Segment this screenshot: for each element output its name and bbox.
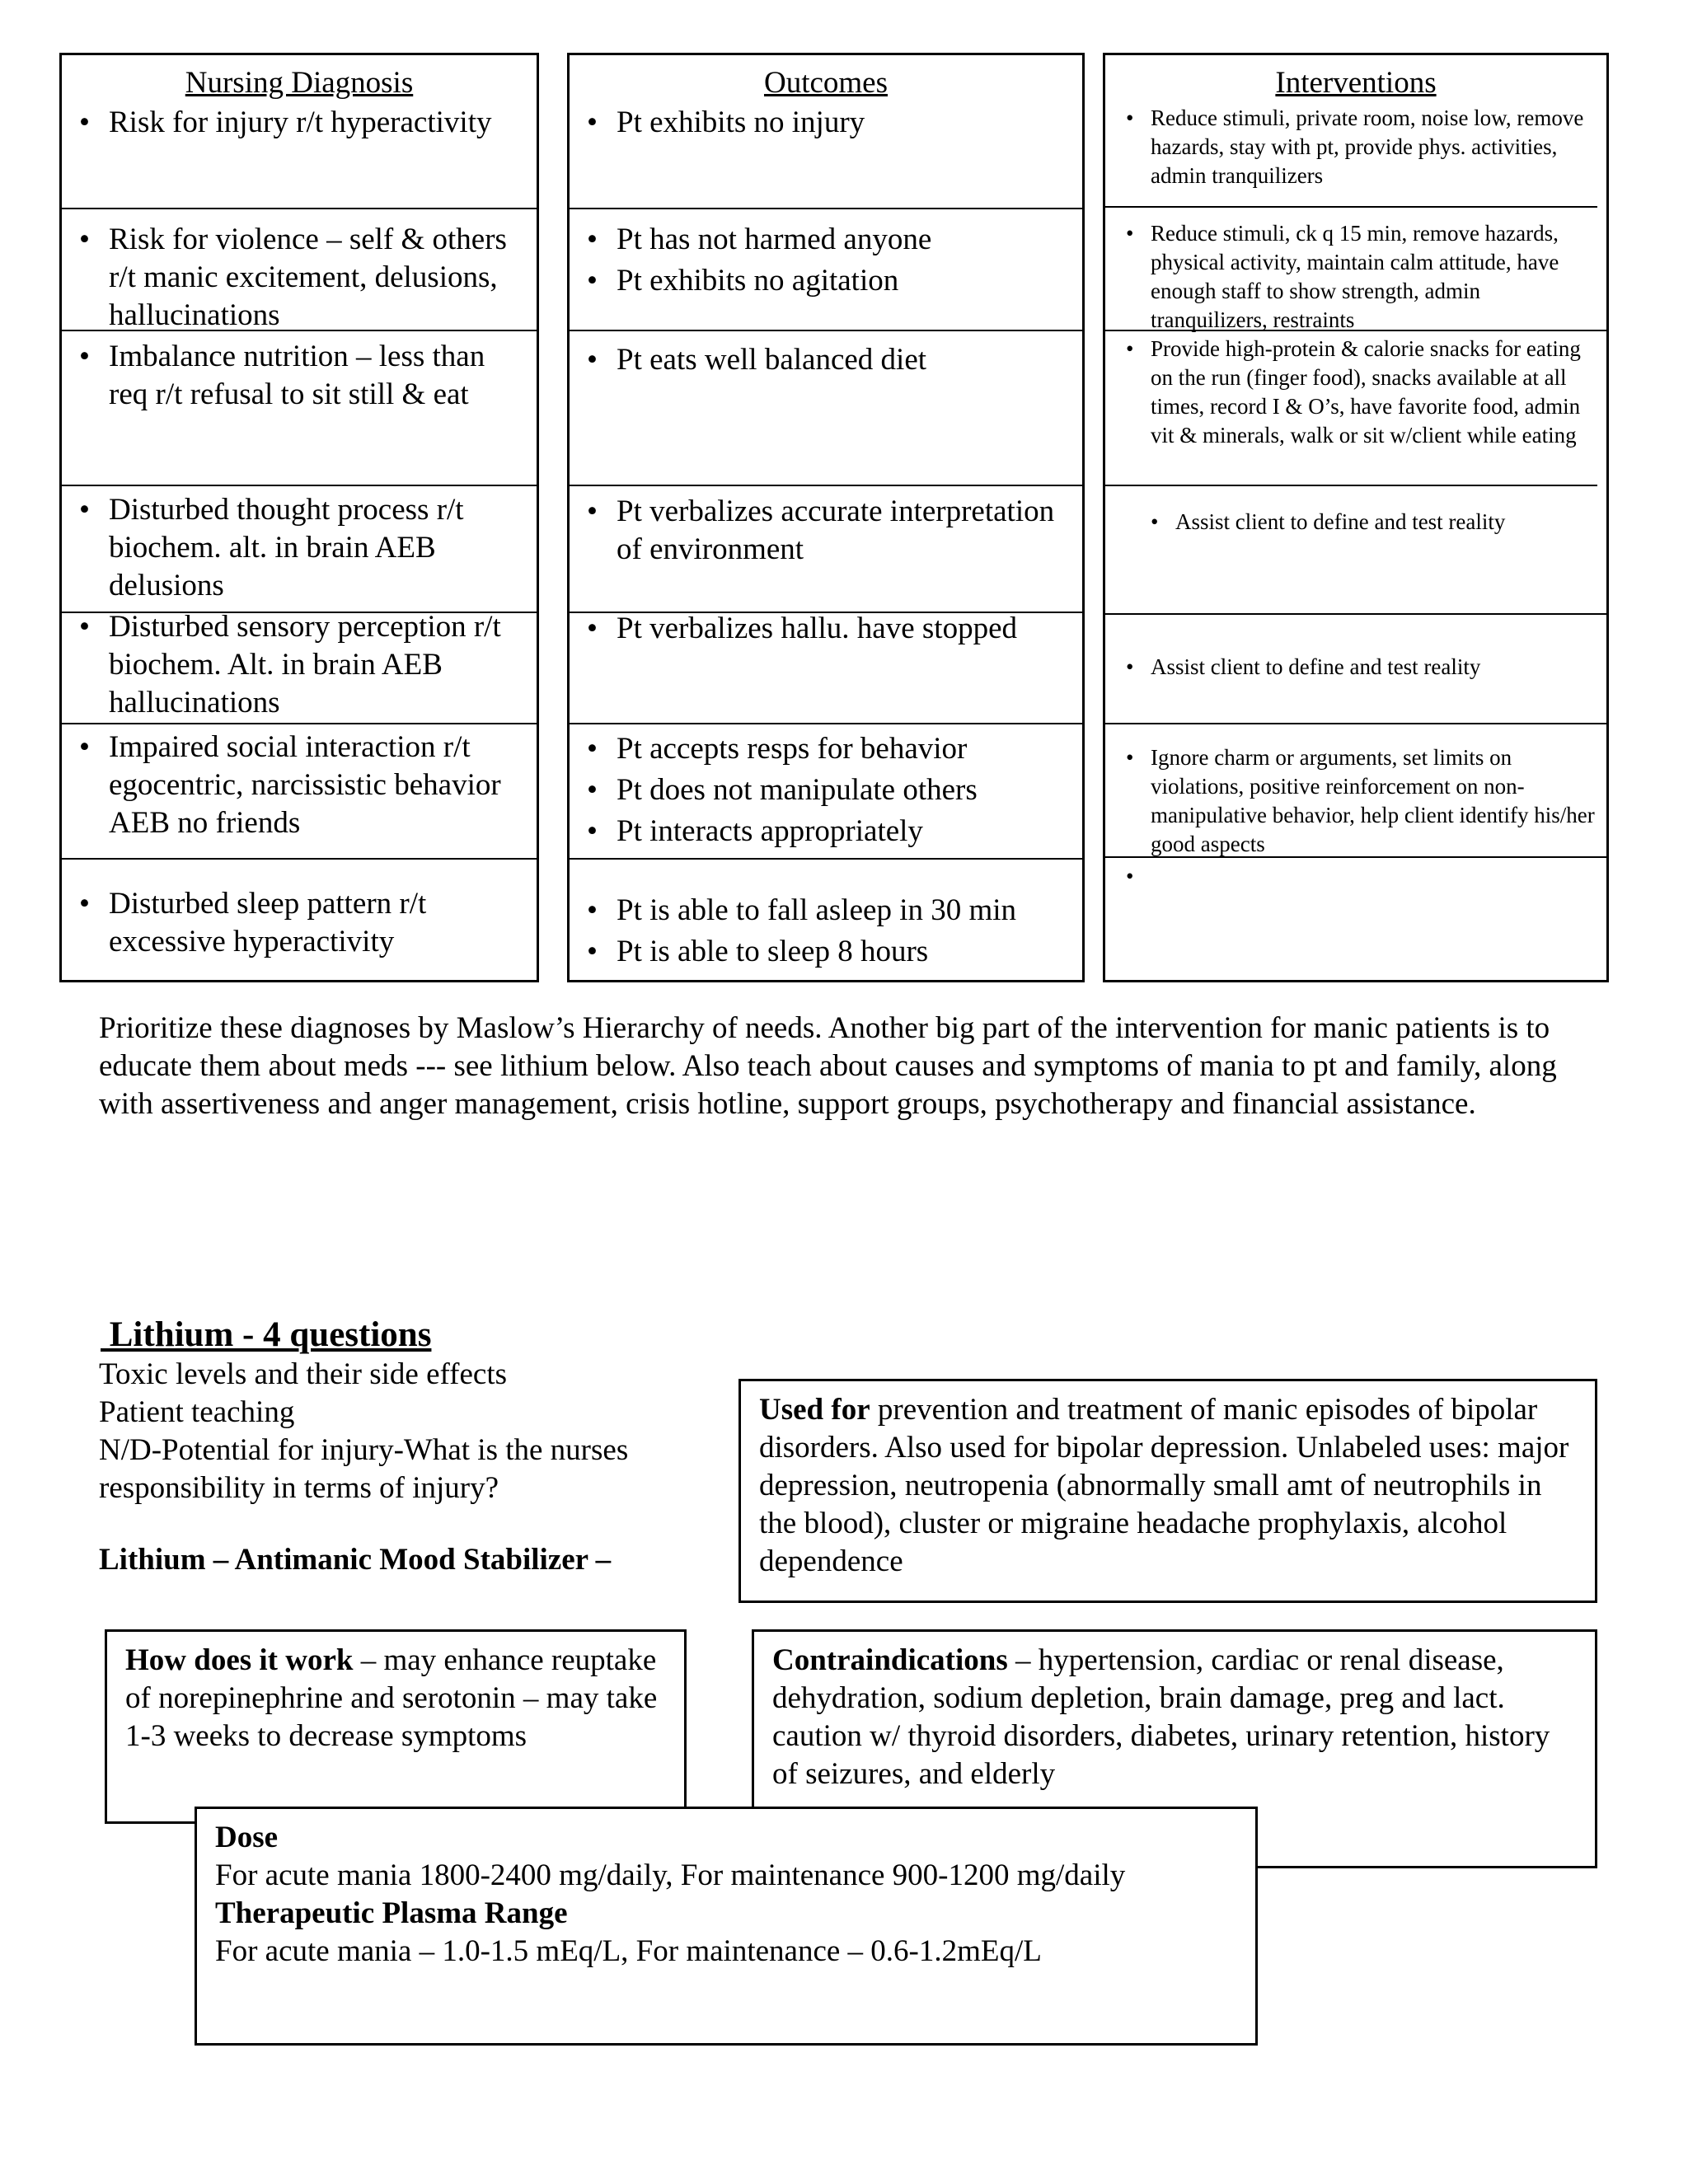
diagnosis-cell [66, 104, 528, 145]
row-divider [567, 485, 1085, 486]
row-divider [1103, 206, 1597, 208]
list-item: • Reduce stimuli, ck q 15 min, remove hazards, physical activity, maintain calm attitude, have enough staff to show strength, admin tranquilizers, restraints [1151, 219, 1595, 335]
diagnosis-cell [66, 885, 528, 964]
intervention-cell [1104, 219, 1595, 335]
intervention-cell [1104, 104, 1595, 190]
how-it-works-text: – may enhance reuptake of norepinephrine and serotonin – may take 1-3 weeks to decrease symptoms [125, 1643, 658, 1753]
list-item: • Pt does not manipulate others [617, 771, 1076, 809]
row-divider [567, 723, 1085, 724]
row-divider [1103, 485, 1597, 486]
row-divider [59, 858, 539, 860]
outcome-cell [574, 610, 1076, 651]
intervention-cell [1104, 508, 1595, 537]
row-divider [59, 208, 539, 209]
used-for-label: Used for [759, 1393, 870, 1427]
plasma-range-text: For acute mania – 1.0-1.5 mEq/L, For maintenance – 0.6-1.2mEq/L [215, 1934, 1042, 1968]
outcome-cell [574, 104, 1076, 145]
lithium-questions [99, 1356, 676, 1507]
list-item: • Risk for violence – self & others r/t manic excitement, delusions, hallucinations [109, 221, 528, 335]
outcome-cell [574, 221, 1076, 303]
list-item: • Reduce stimuli, private room, noise low, remove hazards, stay with pt, provide phys. activities, admin tranquilizers [1151, 104, 1595, 190]
question-item: N/D-Potential for injury-What is the nurses responsibility in terms of injury? [99, 1433, 629, 1505]
used-for-box [738, 1379, 1597, 1603]
row-divider [59, 485, 539, 486]
list-item: • Pt verbalizes hallu. have stopped [617, 610, 1076, 648]
list-item: • Ignore charm or arguments, set limits on violations, positive reinforcement on non-manipulative behavior, help client identify his/her good aspects [1151, 743, 1595, 859]
intervention-cell [1104, 653, 1595, 682]
outcome-cell [574, 730, 1076, 854]
row-divider [1103, 723, 1609, 724]
list-item: • Pt is able to fall asleep in 30 min [617, 892, 1076, 930]
intervention-cell [1104, 335, 1595, 450]
list-item: • Assist client to define and test reality [1151, 653, 1595, 682]
row-divider [1103, 613, 1609, 615]
list-item: • Disturbed sleep pattern r/t excessive hyperactivity [109, 885, 528, 961]
list-item: • Disturbed thought process r/t biochem. alt. in brain AEB delusions [109, 491, 528, 605]
row-divider [567, 858, 1085, 860]
dose-text: For acute mania 1800-2400 mg/daily, For maintenance 900-1200 mg/daily [215, 1858, 1126, 1892]
outcome-cell [574, 341, 1076, 382]
list-item: • Disturbed sensory perception r/t biochem. Alt. in brain AEB hallucinations [109, 608, 528, 722]
list-item: • Imbalance nutrition – less than req r/t refusal to sit still & eat [109, 338, 528, 414]
list-item: • Pt exhibits no agitation [617, 262, 1076, 300]
diagnosis-header: Nursing Diagnosis [185, 66, 414, 100]
used-for-text: prevention and treatment of manic episodes of bipolar disorders. Also used for bipolar depression. Unlabeled uses: major depression, neutropenia (abnormally small amt of neutrophils in the blood), cluster or migraine headache prophylaxis, alcohol dependence [759, 1393, 1569, 1578]
list-item: • Risk for injury r/t hyperactivity [109, 104, 528, 142]
diagnosis-cell [66, 608, 528, 725]
outcome-cell [574, 892, 1076, 974]
lithium-subtitle: Lithium – Antimanic Mood Stabilizer – [99, 1543, 612, 1577]
dose-label: Dose [215, 1821, 279, 1854]
how-it-works-box [105, 1629, 687, 1824]
row-divider [567, 330, 1085, 331]
diagnosis-cell [66, 221, 528, 338]
outcomes-header: Outcomes [763, 66, 889, 100]
contraindications-text: – hypertension, cardiac or renal disease, dehydration, sodium depletion, brain damage, preg and lact. caution w/ thyroid disorders, diabetes, urinary retention, history of seizures, and elderly [772, 1643, 1550, 1791]
prioritize-paragraph: Prioritize these diagnoses by Maslow’s Hierarchy of needs. Another big part of the intervention for manic patients is to educate them about meds --- see lithium below. Also teach about causes and symptoms of mania to pt and family, along with assertiveness and anger management, crisis hotline, support groups, psychotherapy and financial assistance. [99, 1011, 1557, 1121]
lithium-title: Lithium - 4 questions [101, 1315, 432, 1354]
question-item: Patient teaching [99, 1395, 295, 1429]
how-it-works-label: How does it work [125, 1643, 354, 1677]
list-item: • Provide high-protein & calorie snacks for eating on the run (finger food), snacks available at all times, record I & O’s, have favorite food, admin vit & minerals, walk or sit w/client while eating [1151, 335, 1595, 450]
list-item: • Pt interacts appropriately [617, 813, 1076, 851]
interventions-header: Interventions [1275, 66, 1437, 100]
dose-box [195, 1807, 1258, 2046]
list-item: • Pt is able to sleep 8 hours [617, 933, 1076, 971]
list-item: • Pt eats well balanced diet [617, 341, 1076, 379]
list-item: • Pt verbalizes accurate interpretation of environment [617, 493, 1076, 569]
outcome-cell [574, 493, 1076, 572]
diagnosis-cell [66, 338, 528, 417]
list-item: • Pt accepts resps for behavior [617, 730, 1076, 768]
list-item: • Impaired social interaction r/t egocentric, narcissistic behavior AEB no friends [109, 729, 528, 842]
diagnosis-cell [66, 491, 528, 608]
list-item: • Pt exhibits no injury [617, 104, 1076, 142]
intervention-cell [1104, 743, 1595, 859]
list-item: • Assist client to define and test reality [1175, 508, 1595, 537]
list-item: • Pt has not harmed anyone [617, 221, 1076, 259]
row-divider [567, 208, 1085, 209]
question-item: Toxic levels and their side effects [99, 1357, 508, 1391]
diagnosis-cell [66, 729, 528, 846]
contraindications-label: Contraindications [772, 1643, 1008, 1677]
plasma-range-label: Therapeutic Plasma Range [215, 1896, 568, 1930]
